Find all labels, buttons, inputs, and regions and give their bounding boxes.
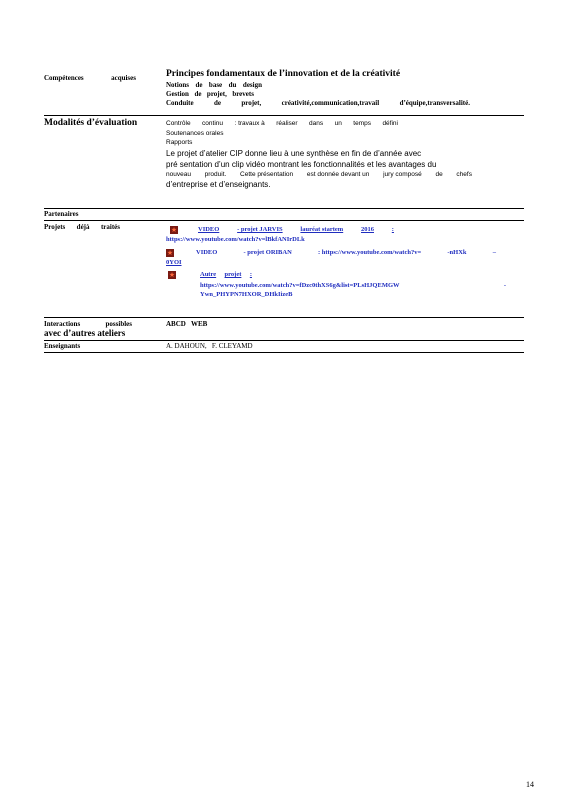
competences-line-2 <box>166 90 254 99</box>
evaluation-row <box>44 116 524 209</box>
word: - projet JARVIS <box>237 226 283 233</box>
word: de <box>213 99 221 107</box>
enseignants-value: A. DAHOUN, F. CLEYAMD <box>166 342 253 350</box>
word: du <box>228 81 237 89</box>
evaluation-para-2: pré sentation d’un clip vidéo montrant les fonctionnalités et les avantages du <box>166 159 437 169</box>
evaluation-para-4: d’entreprise et d’enseignants. <box>166 180 271 189</box>
label-word: acquises <box>111 74 136 82</box>
word: : travaux à <box>234 120 265 127</box>
word: jury composé <box>383 170 422 178</box>
projets-row <box>44 221 524 318</box>
competences-row <box>44 66 524 116</box>
word: Autre <box>200 271 217 278</box>
word: nouveau <box>166 170 191 178</box>
word: VIDEO <box>196 249 218 256</box>
interactions-row <box>44 318 524 341</box>
page-number: 14 <box>526 780 534 789</box>
word: Cette présentation <box>240 170 294 178</box>
word: de <box>195 81 203 89</box>
interactions-label-2: avec d’autres ateliers <box>44 328 126 338</box>
partenaires-label: Partenaires <box>44 210 79 218</box>
word: brevets <box>232 90 254 98</box>
word: temps <box>353 120 371 127</box>
project-2-url-link[interactable]: 0YOI <box>166 259 182 266</box>
word: de <box>194 90 202 98</box>
word: chefs <box>456 170 472 178</box>
project-2 <box>166 248 524 257</box>
star-icon: ★ <box>166 248 174 257</box>
partenaires-row <box>44 209 524 221</box>
word: créativité,communication,travail <box>281 99 380 107</box>
word: continu <box>202 120 223 127</box>
label-word: Compétences <box>44 74 84 82</box>
word: : https://www.youtube.com/watch?v= <box>317 249 422 256</box>
word: - <box>503 282 506 289</box>
word: : <box>391 226 394 233</box>
competences-line-1 <box>166 81 262 90</box>
project-1-title-link[interactable] <box>198 225 394 234</box>
enseignants-label: Enseignants <box>44 342 81 350</box>
word: Contrôle <box>166 120 191 127</box>
word: Gestion <box>166 90 189 98</box>
evaluation-label: Modalités d’évaluation <box>44 118 138 128</box>
word: traités <box>100 223 120 231</box>
evaluation-para-3 <box>166 170 472 180</box>
star-icon: ★ <box>170 225 178 234</box>
project-3-url-link[interactable] <box>200 281 506 290</box>
word: 2016 <box>361 226 374 233</box>
word: : <box>249 271 252 278</box>
competences-label <box>44 72 136 82</box>
projets-label <box>44 221 120 231</box>
word: design <box>242 81 262 89</box>
interactions-value: ABCD WEB <box>166 320 208 328</box>
word: un <box>334 120 342 127</box>
project-1 <box>166 225 524 234</box>
word: défini <box>382 120 398 127</box>
word: est donnée devant un <box>306 170 370 178</box>
course-table <box>44 66 524 353</box>
project-3 <box>166 270 524 279</box>
evaluation-line-2: Soutenances orales <box>166 129 224 137</box>
word: -nHXk <box>447 249 467 256</box>
competences-line-3 <box>166 99 470 108</box>
enseignants-row <box>44 341 524 353</box>
interactions-label <box>44 318 132 328</box>
word: projet, <box>206 90 227 98</box>
project-3-url-link-cont[interactable]: Ywn_PHYPN7HXOR_DHkIizeB <box>200 291 293 298</box>
word: d’équipe,transversalité. <box>399 99 470 107</box>
project-1-url-link[interactable]: https://www.youtube.com/watch?v=lBkfANIrDLk <box>166 236 305 243</box>
word: Projets <box>44 223 66 231</box>
word: déjà <box>76 223 90 231</box>
word: réaliser <box>276 120 298 127</box>
word: Conduite <box>166 99 194 107</box>
word: possibles <box>105 320 132 328</box>
word: projet, <box>241 99 262 107</box>
word: https://www.youtube.com/watch?v=fDzc0thXS6g&list=PLsHJQEMGW <box>200 282 400 289</box>
word: dans <box>309 120 324 127</box>
evaluation-line-3: Rapports <box>166 139 193 146</box>
evaluation-line-1 <box>166 119 398 129</box>
word: - projet ORIBAN <box>243 249 292 256</box>
competences-title: Principes fondamentaux de l’innovation et de la créativité <box>166 69 401 79</box>
project-2-title-link[interactable] <box>196 248 496 257</box>
word: VIDEO <box>198 226 220 233</box>
star-icon: ★ <box>168 270 176 279</box>
word: projet <box>224 271 242 278</box>
word: Interactions <box>44 320 81 328</box>
word: produit. <box>204 170 227 178</box>
word: base <box>208 81 223 89</box>
project-3-title-link[interactable] <box>200 270 252 279</box>
evaluation-para-1: Le projet d’atelier CIP donne lieu à une synthèse en fin de d’année avec <box>166 148 422 158</box>
word: de <box>435 170 443 178</box>
word: Notions <box>166 81 189 89</box>
word: lauréat startem <box>300 226 344 233</box>
word: – <box>492 249 496 256</box>
